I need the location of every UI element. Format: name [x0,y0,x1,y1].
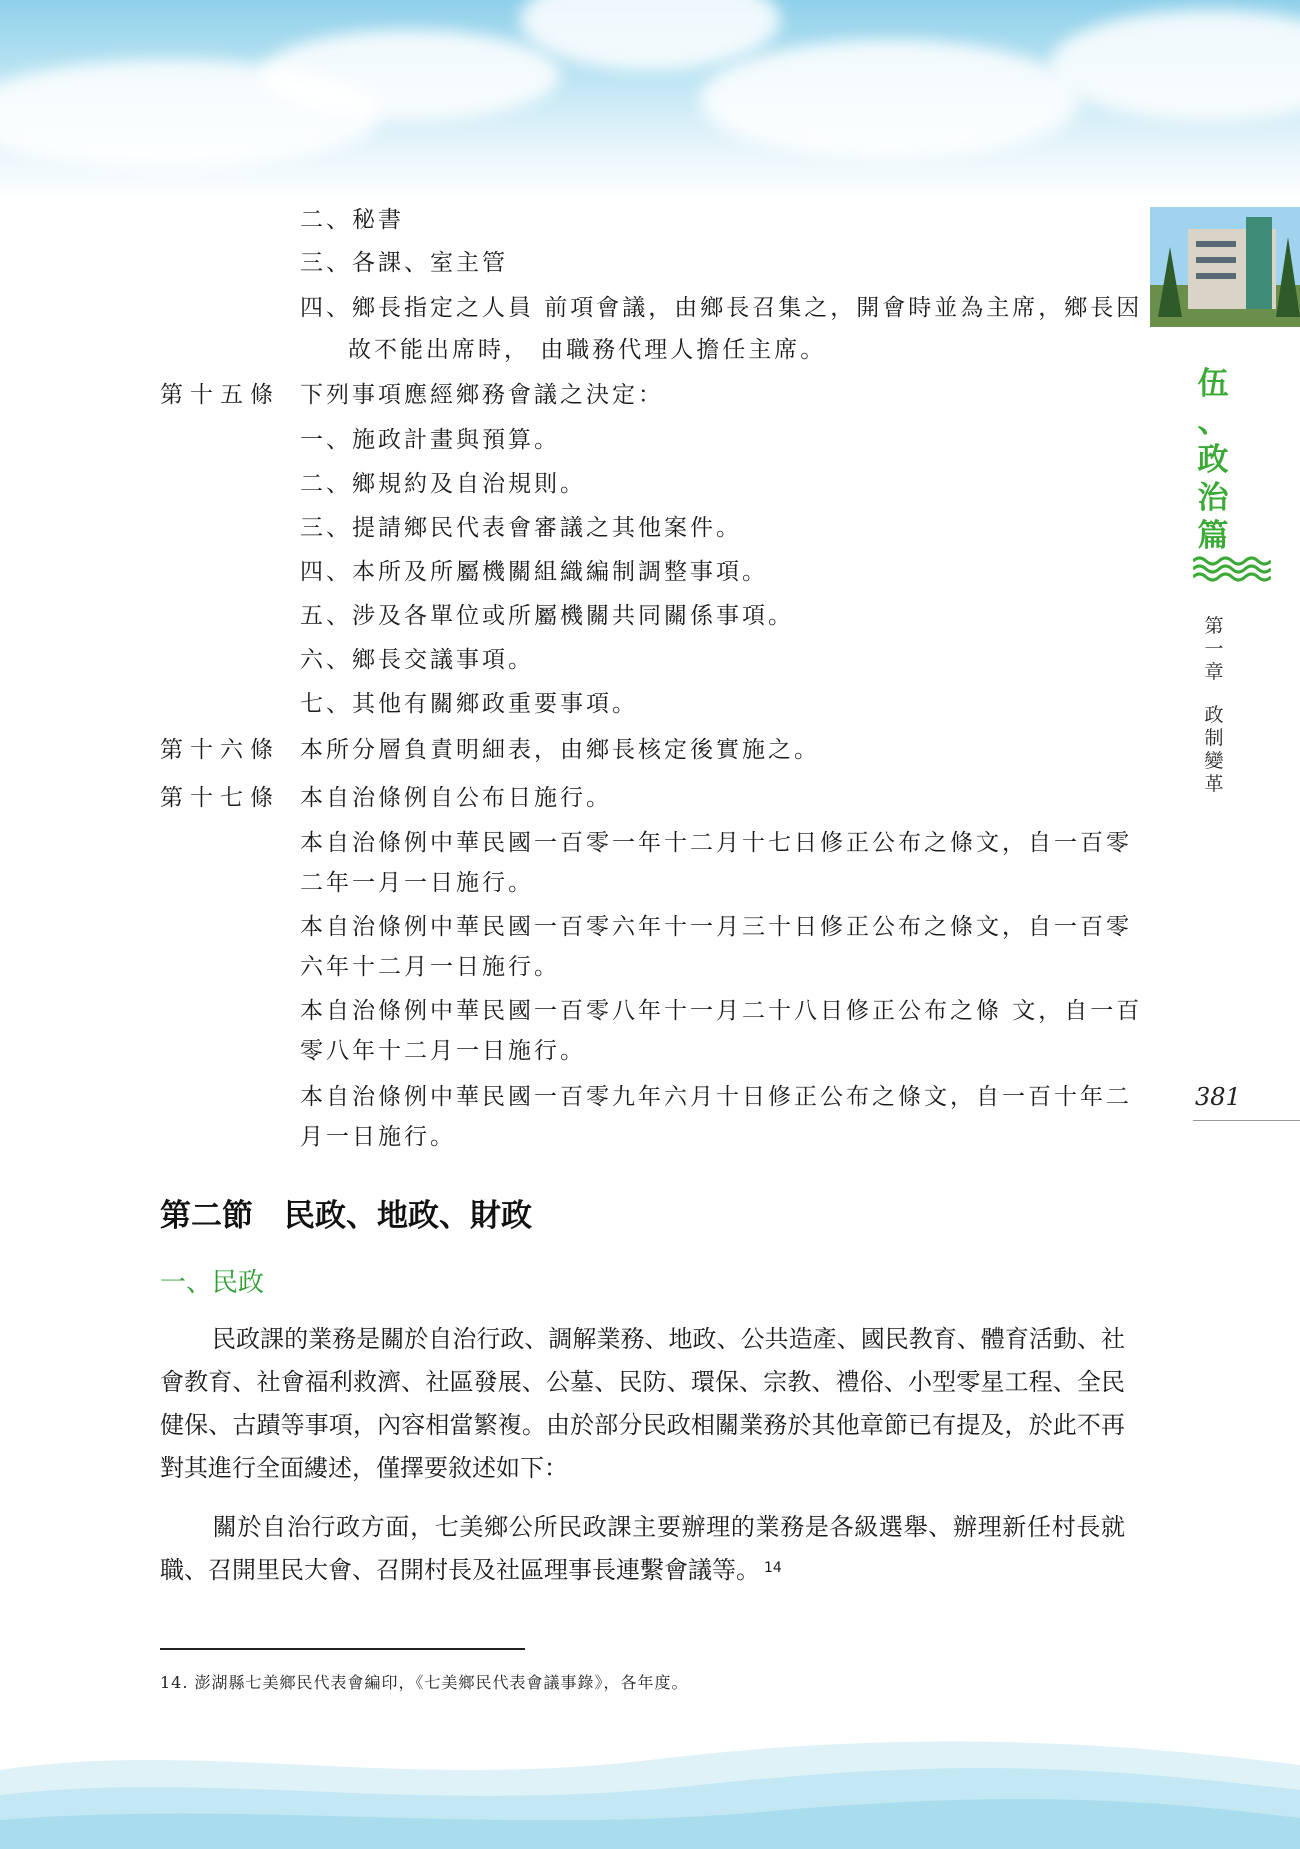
part-title-char: 政 [1197,442,1229,478]
sky-banner [0,0,1300,200]
regulation-item: 二、鄉規約及自治規則。 [300,471,586,497]
chapter-char: 變 [1204,750,1224,772]
regulation-item-continuation: 故不能出席時， 由職務代理人擔任主席。 [348,337,827,363]
page-number: 381 [1195,1083,1241,1111]
amendment-line: 本自治條例中華民國一百零一年十二月十七日修正公布之條文，自一百零 [300,830,1132,856]
article-text: 下列事項應經鄉務會議之決定： [300,382,664,408]
amendment-line: 本自治條例中華民國一百零八年十一月二十八日修正公布之條 文，自一百 [300,998,1143,1024]
paragraph-text: 民政課的業務是關於自治行政、調解業務、地政、公共造產、國民教育、體育活動、社會教育、社會福利救濟、社區發展、公墓、民防、環保、宗教、禮俗、小型零星工程、全民健保、古蹟等事項，內容相當繁複。由於部分民政相關業務於其他章節已有提及，於此不再對其進行全面縷述，僅擇要敘述如下： [160,1325,1125,1482]
part-title-char: 伍 [1197,366,1229,402]
article-label: 第十五條 [160,382,280,408]
township-office-building-photo [1150,207,1300,327]
chapter-label [1199,615,1229,796]
regulation-item: 三、各課、室主管 [300,250,508,276]
part-title-char: 治 [1197,480,1229,516]
chapter-char: 一 [1204,638,1224,660]
amendment-line: 六年十二月一日施行。 [300,954,560,980]
amendment-line: 本自治條例中華民國一百零六年十一月三十日修正公布之條文，自一百零 [300,914,1132,940]
part-title [1193,365,1233,555]
regulation-item: 四、鄉長指定之人員 前項會議，由鄉長召集之，開會時並為主席，鄉長因 [300,295,1143,321]
amendment-line: 本自治條例中華民國一百零九年六月十日修正公布之條文，自一百十年二 [300,1084,1132,1110]
regulation-item: 一、施政計畫與預算。 [300,427,560,453]
chapter-char: 第 [1204,615,1224,637]
footnote-ref[interactable]: 14 [764,1560,782,1576]
article-label: 第十七條 [160,785,280,811]
article-label: 第十六條 [160,737,280,763]
chapter-char: 章 [1204,661,1224,683]
article-text: 本所分層負責明細表，由鄉長核定後實施之。 [300,737,820,763]
chapter-char: 制 [1204,727,1224,749]
regulation-item: 二、秘書 [300,207,404,233]
part-title-char: 、 [1197,404,1229,440]
regulation-item: 三、提請鄉民代表會審議之其他案件。 [300,515,742,541]
section-title: 第二節 民政、地政、財政 [160,1198,532,1234]
wave-background [0,1730,1300,1849]
footnote-divider [160,1648,525,1650]
part-title-char: 篇 [1197,518,1229,554]
footnote: 14. 澎湖縣七美鄉民代表會編印，《七美鄉民代表會議事錄》，各年度。 [160,1673,689,1692]
regulation-item: 四、本所及所屬機關組織編制調整事項。 [300,559,768,585]
chapter-char: 政 [1204,704,1224,726]
body-paragraph [160,1506,1125,1592]
wave-ornament-icon [1193,555,1271,585]
amendment-line: 二年一月一日施行。 [300,870,534,896]
subsection-title: 一、民政 [160,1268,265,1298]
body-paragraph [160,1318,1125,1490]
amendment-line: 零八年十二月一日施行。 [300,1038,586,1064]
chapter-char: 革 [1204,773,1224,795]
page-number-rule [1193,1120,1300,1121]
paragraph-text: 關於自治行政方面，七美鄉公所民政課主要辦理的業務是各級選舉、辦理新任村長就職、召開里民大會、召開村長及社區理事長連繫會議等。 [160,1513,1125,1584]
amendment-line: 月一日施行。 [300,1124,456,1150]
regulation-item: 六、鄉長交議事項。 [300,647,534,673]
regulation-item: 五、涉及各單位或所屬機關共同關係事項。 [300,603,794,629]
regulation-item: 七、其他有關鄉政重要事項。 [300,691,638,717]
article-text: 本自治條例自公布日施行。 [300,785,612,811]
